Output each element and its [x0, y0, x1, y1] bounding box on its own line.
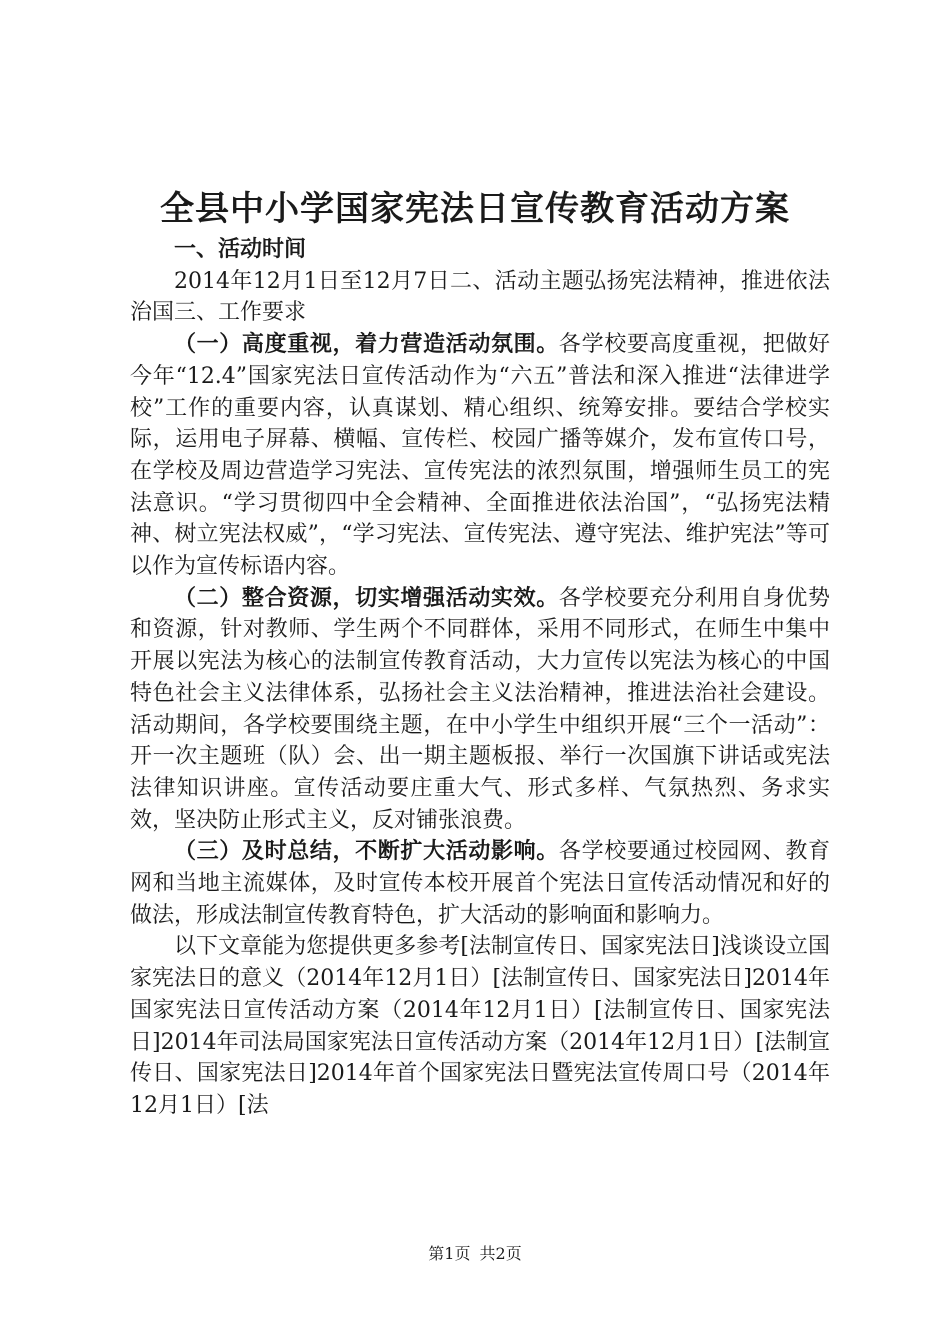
document-title: 全县中小学国家宪法日宣传教育活动方案	[160, 189, 790, 229]
paragraph-requirement-1	[130, 329, 830, 583]
paragraph-body-3: 各学校要通过校园网、教育网和当地主流媒体，及时宣传本校开展首个宪法日宣传活动情况和好的做法，形成法制宣传教育特色，扩大活动的影响面和影响力。	[130, 839, 830, 928]
paragraph-requirement-2	[130, 583, 830, 837]
paragraph-lead-3: （三）及时总结，不断扩大活动影响。	[174, 839, 559, 865]
page-total: 共2页	[479, 1244, 522, 1263]
paragraph-references: 以下文章能为您提供更多参考[法制宣传日、国家宪法日]浅谈设立国家宪法日的意义（2014年12月1日）[法制宣传日、国家宪法日]2014年国家宪法日宣传活动方案（2014年12月1日）[法制宣传日、国家宪法日]2014年司法局国家宪法日宣传活动方案（2014年12月1日）[法制宣传日、国家宪法日]2014年首个国家宪法日暨宪法宣传周口号（2014年12月1日）[法	[130, 934, 830, 1118]
paragraph-lead-1: （一）高度重视，着力营造活动氛围。	[174, 332, 559, 358]
page-footer	[0, 1244, 950, 1264]
paragraph-requirement-3	[130, 836, 830, 931]
paragraph-time: 2014年12月1日至12月7日二、活动主题弘扬宪法精神，推进依法治国三、工作要求	[130, 268, 830, 326]
document-body	[130, 234, 830, 1122]
paragraph-body-1: 各学校要高度重视，把做好今年“12.4”国家宪法日宣传活动作为“六五”普法和深入推进“法律进学校”工作的重要内容，认真谋划、精心组织、统筹安排。要结合学校实际，运用电子屏幕、横幅、宣传栏、校园广播等媒介，发布宣传口号，在学校及周边营造学习宪法、宣传宪法的浓烈氛围，增强师生员工的宪法意识。“学习贯彻四中全会精神、全面推进依法治国”，“弘扬宪法精神、树立宪法权威”，“学习宪法、宣传宪法、遵守宪法、维护宪法”等可以作为宣传标语内容。	[130, 332, 830, 580]
page-number: 第1页	[428, 1244, 471, 1263]
paragraph-lead-2: （二）整合资源，切实增强活动实效。	[174, 585, 559, 611]
section-heading-time: 一、活动时间	[174, 237, 307, 262]
paragraph-body-2: 各学校要充分利用自身优势和资源，针对教师、学生两个不同群体，采用不同形式，在师生中集中开展以宪法为核心的法制宣传教育活动，大力宣传以宪法为核心的中国特色社会主义法律体系，弘扬社会主义法治精神，推进法治社会建设。活动期间，各学校要围绕主题，在中小学生中组织开展“三个一活动”：开一次主题班（队）会、出一期主题板报、举行一次国旗下讲话或宪法法律知识讲座。宣传活动要庄重大气、形式多样、气氛热烈、务求实效，坚决防止形式主义，反对铺张浪费。	[130, 585, 830, 833]
